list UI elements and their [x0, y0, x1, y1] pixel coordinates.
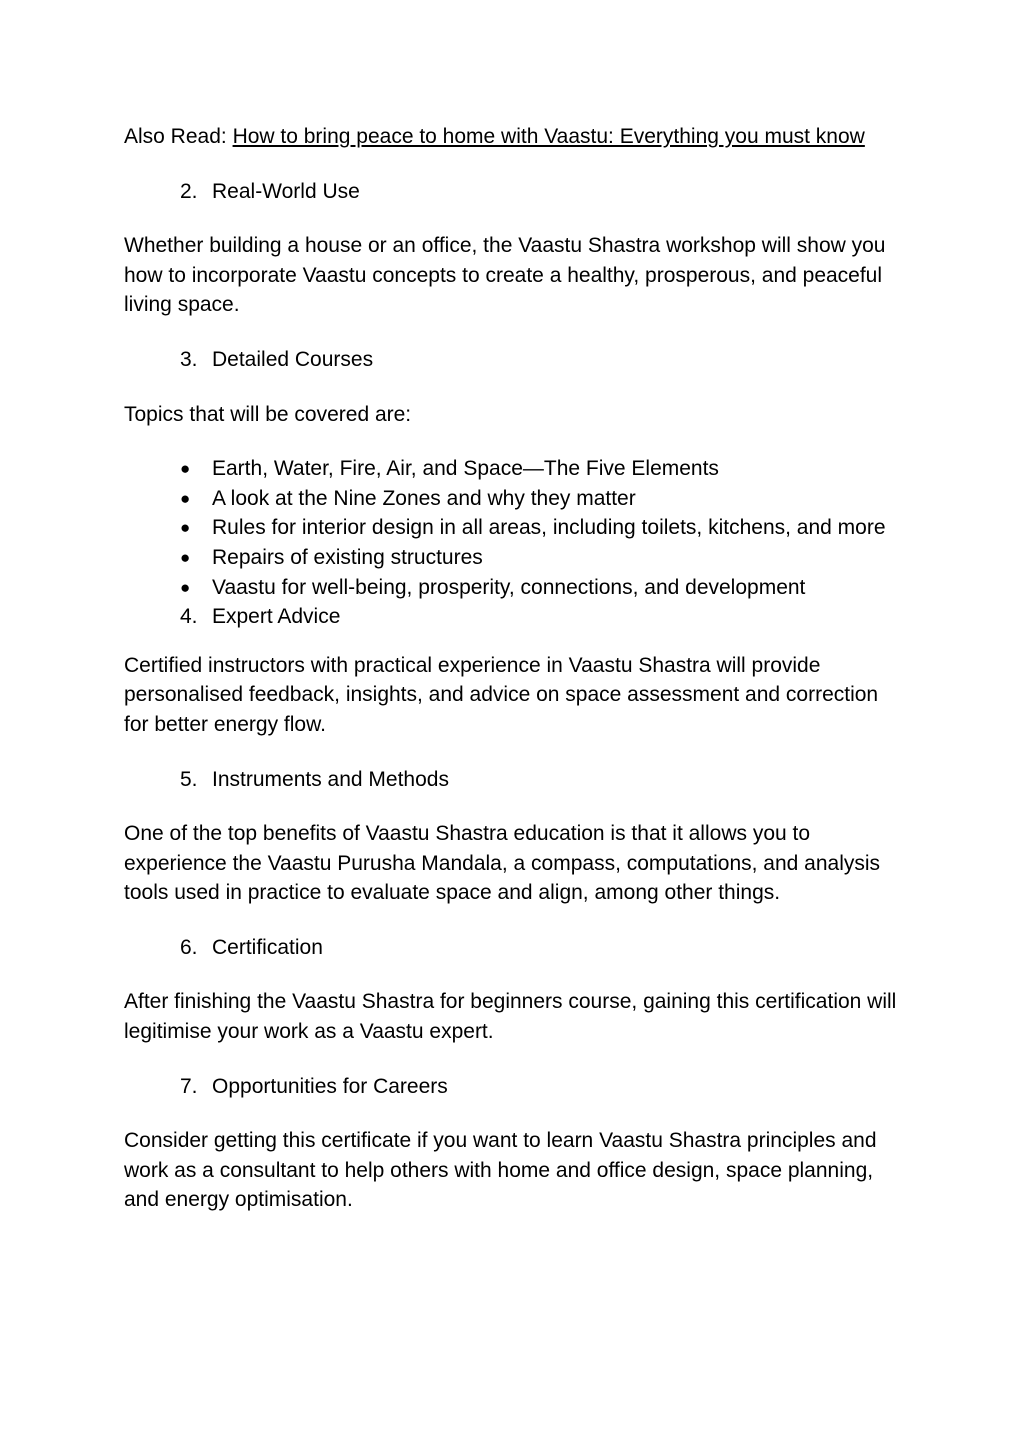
bullet-icon: ●: [180, 518, 191, 538]
section-body: Topics that will be covered are:: [124, 402, 412, 426]
heading-number: 6.: [180, 935, 198, 959]
list-item: [124, 484, 904, 514]
list-item-text: Vaastu for well-being, prosperity, connections, and development: [212, 575, 806, 599]
heading-title: Instruments and Methods: [212, 767, 449, 791]
also-read-paragraph: [124, 122, 904, 152]
heading-number: 7.: [180, 1074, 198, 1098]
numbered-heading-2: [124, 177, 904, 207]
numbered-heading-7: [124, 1072, 904, 1102]
list-item: [124, 513, 904, 543]
numbered-heading-4: [124, 602, 904, 632]
numbered-heading-6: [124, 933, 904, 963]
heading-number: 2.: [180, 179, 198, 203]
bullet-icon: ●: [180, 577, 191, 597]
section-body: Consider getting this certificate if you want to learn Vaastu Shastra principles and work as a consultant to help others with home and office design, space planning, and energy optimisation.: [124, 1129, 877, 1212]
section-body: Certified instructors with practical experience in Vaastu Shastra will provide personalised feedback, insights, and advice on space assessment and correction for better energy flow.: [124, 653, 879, 736]
document-page: [124, 122, 904, 1240]
list-item: [124, 543, 904, 573]
bullet-icon: ●: [180, 488, 191, 508]
heading-number: 4.: [180, 605, 198, 629]
list-item-text: Earth, Water, Fire, Air, and Space—The Five Elements: [212, 457, 719, 481]
numbered-heading-3: [124, 345, 904, 375]
section-body: One of the top benefits of Vaastu Shastra education is that it allows you to experience the Vaastu Purusha Mandala, a compass, computations, and analysis tools used in practice to evaluate space and align, among other things.: [124, 822, 881, 905]
list-item-text: Rules for interior design in all areas, including toilets, kitchens, and more: [212, 516, 886, 540]
heading-title: Detailed Courses: [212, 347, 374, 371]
bullet-icon: ●: [180, 547, 191, 567]
list-item-text: Repairs of existing structures: [212, 545, 483, 569]
list-item: [124, 454, 904, 484]
also-read-prefix: Also Read:: [124, 125, 233, 148]
heading-number: 5.: [180, 767, 198, 791]
heading-number: 3.: [180, 347, 198, 371]
list-item-text: A look at the Nine Zones and why they matter: [212, 486, 636, 510]
section-body: After finishing the Vaastu Shastra for beginners course, gaining this certification will legitimise your work as a Vaastu expert.: [124, 990, 897, 1044]
list-item: [124, 573, 904, 603]
heading-title: Expert Advice: [212, 605, 341, 629]
heading-title: Opportunities for Careers: [212, 1074, 448, 1098]
also-read-link[interactable]: How to bring peace to home with Vaastu: Everything you must know: [232, 125, 865, 148]
bullet-icon: ●: [180, 459, 191, 479]
topics-list: [124, 454, 904, 602]
section-body: Whether building a house or an office, the Vaastu Shastra workshop will show you how to incorporate Vaastu concepts to create a healthy, prosperous, and peaceful living space.: [124, 234, 886, 317]
heading-title: Certification: [212, 935, 323, 959]
heading-title: Real-World Use: [212, 179, 360, 203]
numbered-heading-5: [124, 765, 904, 795]
